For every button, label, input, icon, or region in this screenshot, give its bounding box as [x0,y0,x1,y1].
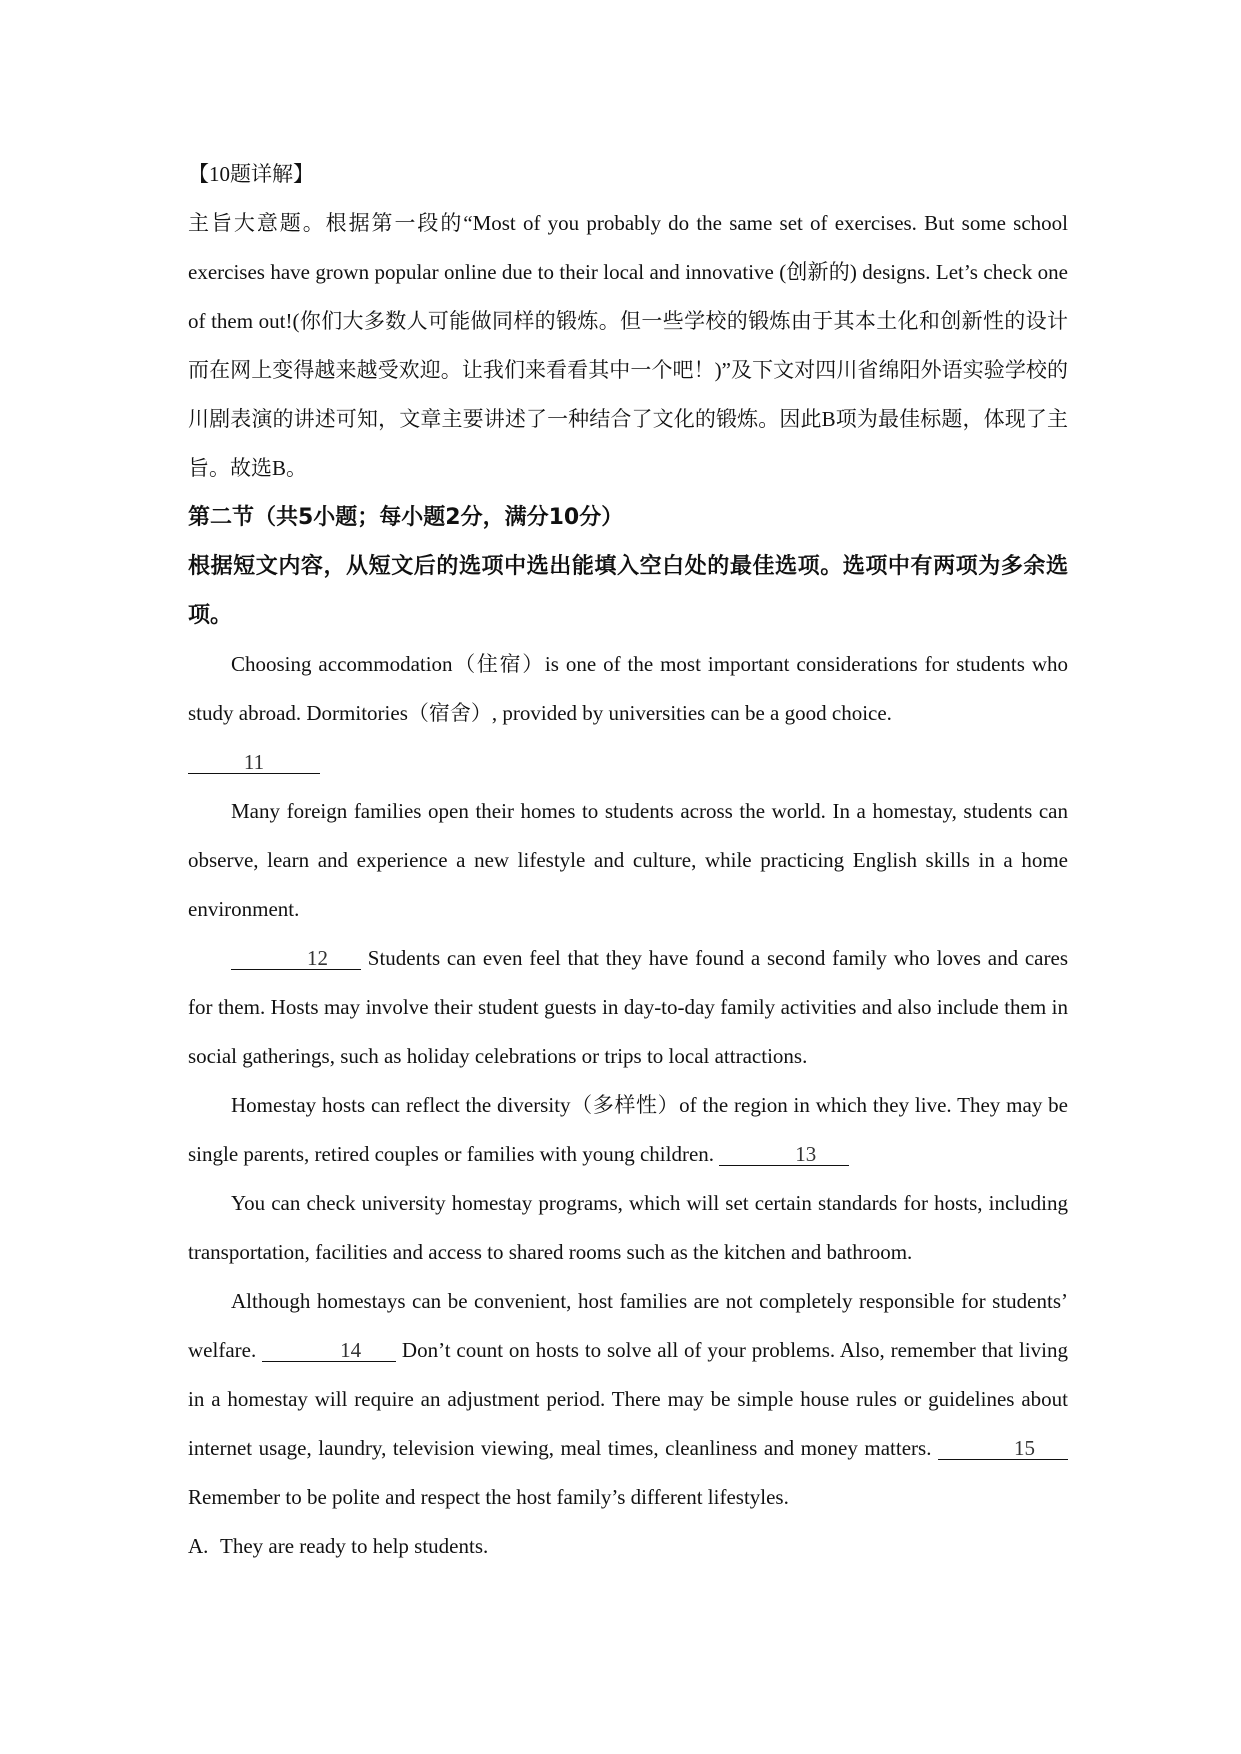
passage-paragraph-6-text-a: Although homestays can be convenient, host families are not completely responsible for students’ welfare. [188,1289,1068,1362]
blank-12[interactable]: 12 [231,947,361,970]
blank-13[interactable]: 13 [719,1143,849,1166]
option-a [188,1522,1068,1571]
q10-analysis: 主旨大意题。根据第一段的“Most of you probably do the same set of exercises. But some school exercises have grown popular online due to their local and innovative (创新的) designs. Let’s check one of them out!(你们大多数人可能做同样的锻炼。但一些学校的锻炼由于其本土化和创新性的设计而在网上变得越来越受欢迎。让我们来看看其中一个吧！)”及下文对四川省绵阳外语实验学校的川剧表演的讲述可知，文章主要讲述了一种结合了文化的锻炼。因此B项为最佳标题，体现了主旨。故选B。 [188,211,1068,480]
passage-paragraph-6-text-b: Don’t count on hosts to solve all of your problems. Also, remember that living in a homestay will require an adjustment period. There may be simple house rules or guidelines about internet usage, laundry, television viewing, meal times, cleanliness and money matters. [188,1338,1068,1460]
blank-11[interactable]: 11 [188,751,320,774]
passage-paragraph-4-text: Homestay hosts can reflect the diversity（多样性）of the region in which they live. They may be single parents, retired couples or families with young children. [188,1093,1068,1166]
passage-paragraph-3 [188,934,1068,1081]
passage-paragraph-1: Choosing accommodation（住宿）is one of the most important considerations for students who study abroad. Dormitories（宿舍）, provided by universities can be a good choice. [188,652,1068,725]
q10-heading: 【10题详解】 [188,162,314,186]
blank-15[interactable]: 15 [938,1437,1068,1460]
passage-paragraph-4 [188,1081,1068,1179]
option-a-letter: A. [188,1534,209,1558]
blank-14[interactable]: 14 [262,1339,396,1362]
passage-paragraph-6 [188,1277,1068,1522]
option-a-text: They are ready to help students. [220,1534,489,1558]
document-page [188,150,1068,1571]
blank-line-11 [188,738,1068,787]
passage-paragraph-3-text: Students can even feel that they have found a second family who loves and cares for them. Hosts may involve their student guests in day-to-day family activities and also include them in social gatherings, such as holiday celebrations or trips to local attractions. [188,946,1068,1068]
passage-paragraph-5: You can check university homestay programs, which will set certain standards for hosts, including transportation, facilities and access to shared rooms such as the kitchen and bathroom. [188,1191,1068,1264]
passage-paragraph-6-text-c: Remember to be polite and respect the host family’s different lifestyles. [188,1485,789,1509]
section-title: 第二节（共5小题；每小题2分，满分10分） [188,505,624,530]
passage-paragraph-2: Many foreign families open their homes to students across the world. In a homestay, students can observe, learn and experience a new lifestyle and culture, while practicing English skills in a home environment. [188,799,1068,921]
section-instruction: 根据短文内容，从短文后的选项中选出能填入空白处的最佳选项。选项中有两项为多余选项。 [188,554,1068,628]
